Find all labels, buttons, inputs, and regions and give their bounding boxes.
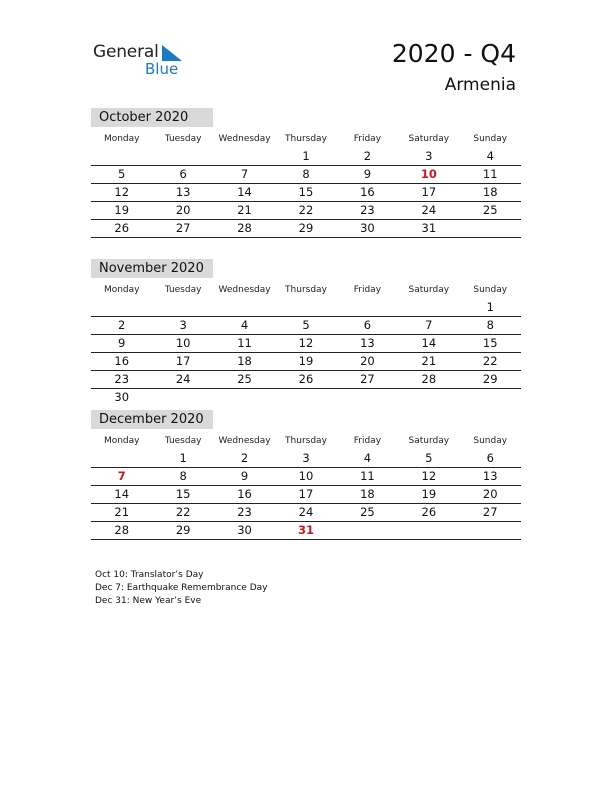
- day-cell: 30: [114, 390, 130, 404]
- day-cell: [460, 220, 521, 237]
- weekday-label: Tuesday: [164, 285, 202, 295]
- day-cell: [275, 299, 336, 316]
- holiday-notes: [95, 569, 267, 608]
- day-cell: 12: [114, 185, 130, 199]
- day-cell: 27: [175, 221, 191, 235]
- day-cell: 5: [118, 167, 126, 181]
- week-row: [91, 352, 521, 370]
- page-title: 2020 - Q4: [391, 39, 516, 68]
- day-cell: 29: [298, 221, 314, 235]
- day-cell: 3: [425, 149, 433, 163]
- day-cell: 16: [114, 354, 130, 368]
- day-cell: 17: [421, 185, 437, 199]
- holiday-note: Oct 10: Translator’s Day: [95, 570, 204, 580]
- day-cell: 20: [175, 203, 191, 217]
- week-row: [91, 299, 521, 316]
- day-cell: 11: [237, 336, 252, 350]
- weekday-label: Thursday: [285, 436, 327, 446]
- week-row: [91, 370, 521, 388]
- day-cell: 8: [486, 318, 494, 332]
- day-cell: 16: [360, 185, 375, 199]
- week-row: [91, 219, 521, 238]
- day-cell: 18: [360, 487, 375, 501]
- day-cell: 8: [302, 167, 310, 181]
- month-calendar: [91, 108, 521, 238]
- day-cell: [214, 389, 275, 406]
- day-cell: 13: [360, 336, 375, 350]
- day-cell: 26: [298, 372, 314, 386]
- day-cell: 19: [298, 354, 314, 368]
- week-row: [91, 316, 521, 334]
- day-cell: 26: [421, 505, 437, 519]
- month-label: November 2020: [91, 259, 213, 278]
- month-calendar: [91, 410, 521, 540]
- day-cell: 24: [421, 203, 437, 217]
- day-cell: 7: [240, 167, 249, 181]
- logo-text-general: General: [93, 42, 159, 62]
- day-cell: 2: [118, 318, 126, 332]
- country-name: Armenia: [444, 75, 516, 95]
- week-row: [91, 388, 521, 406]
- week-row: [91, 521, 521, 540]
- weekday-label: Friday: [353, 285, 382, 295]
- day-cell: 19: [421, 487, 437, 501]
- day-cell: 12: [421, 469, 437, 483]
- day-cell: 10: [420, 167, 437, 181]
- day-cell: 9: [363, 167, 372, 181]
- day-cell: 20: [360, 354, 375, 368]
- week-row: [91, 165, 521, 183]
- logo-text-blue: Blue: [145, 60, 179, 78]
- day-cell: 3: [302, 451, 310, 465]
- day-cell: 31: [297, 523, 314, 537]
- holiday-note: Dec 31: New Year’s Eve: [95, 596, 202, 606]
- day-cell: [214, 148, 275, 165]
- weekday-label: Wednesday: [218, 134, 271, 144]
- day-cell: 25: [482, 203, 498, 217]
- weekday-label: Wednesday: [218, 285, 271, 295]
- day-cell: 14: [237, 185, 252, 199]
- day-cell: [337, 522, 398, 539]
- day-cell: 21: [114, 505, 130, 519]
- weekday-label: Monday: [103, 134, 140, 144]
- day-cell: [398, 299, 459, 316]
- day-cell: 15: [298, 185, 314, 199]
- day-cell: [337, 299, 398, 316]
- week-row: [91, 467, 521, 485]
- day-cell: 23: [237, 505, 252, 519]
- day-cell: 6: [179, 167, 187, 181]
- day-cell: 25: [237, 372, 252, 386]
- day-cell: 3: [179, 318, 187, 332]
- day-cell: 14: [114, 487, 130, 501]
- weekday-label: Saturday: [408, 134, 450, 144]
- day-cell: 7: [425, 318, 433, 332]
- holiday-note: Dec 7: Earthquake Remembrance Day: [95, 583, 268, 593]
- day-cell: 23: [114, 372, 130, 386]
- weekday-label: Thursday: [285, 285, 327, 295]
- day-cell: 17: [175, 354, 191, 368]
- day-cell: 24: [298, 505, 314, 519]
- day-cell: [398, 522, 459, 539]
- day-cell: 9: [240, 469, 249, 483]
- weekday-label: Friday: [353, 134, 382, 144]
- logo-triangle-icon: [162, 45, 182, 61]
- day-cell: 25: [360, 505, 375, 519]
- week-row: [91, 450, 521, 467]
- day-cell: [460, 522, 521, 539]
- weekday-label: Tuesday: [164, 436, 202, 446]
- day-cell: 14: [421, 336, 437, 350]
- week-row: [91, 334, 521, 352]
- day-cell: 31: [421, 221, 437, 235]
- weekday-label: Tuesday: [164, 134, 202, 144]
- day-cell: [91, 299, 152, 316]
- day-cell: 5: [425, 451, 433, 465]
- day-cell: [398, 389, 459, 406]
- week-row: [91, 201, 521, 219]
- day-cell: 21: [237, 203, 252, 217]
- month-label: October 2020: [91, 108, 213, 127]
- day-cell: [152, 148, 213, 165]
- day-cell: 15: [175, 487, 191, 501]
- weekday-label: Thursday: [285, 134, 327, 144]
- week-row: [91, 183, 521, 201]
- day-cell: 4: [486, 149, 494, 163]
- day-cell: [214, 299, 275, 316]
- weekday-label: Sunday: [473, 436, 508, 446]
- day-cell: [460, 389, 521, 406]
- day-cell: 27: [482, 505, 498, 519]
- day-cell: 15: [482, 336, 498, 350]
- day-cell: [337, 389, 398, 406]
- day-cell: 11: [482, 167, 498, 181]
- day-cell: 22: [482, 354, 498, 368]
- day-cell: 4: [240, 318, 249, 332]
- day-cell: 21: [421, 354, 437, 368]
- day-cell: 18: [237, 354, 252, 368]
- day-cell: 30: [360, 221, 375, 235]
- month-calendar: [91, 259, 521, 406]
- day-cell: 6: [363, 318, 372, 332]
- day-cell: 8: [179, 469, 187, 483]
- day-cell: 10: [175, 336, 191, 350]
- day-cell: 20: [482, 487, 498, 501]
- weekday-label: Wednesday: [218, 436, 271, 446]
- day-cell: 26: [114, 221, 130, 235]
- day-cell: 2: [363, 149, 372, 163]
- day-cell: 13: [482, 469, 498, 483]
- day-cell: 22: [175, 505, 191, 519]
- day-cell: 13: [175, 185, 191, 199]
- day-cell: 10: [298, 469, 314, 483]
- weekday-label: Monday: [103, 285, 140, 295]
- day-cell: 4: [363, 451, 372, 465]
- day-cell: 28: [421, 372, 437, 386]
- day-cell: 22: [298, 203, 314, 217]
- weekday-label: Sunday: [473, 285, 508, 295]
- weekday-label: Sunday: [473, 134, 508, 144]
- weekday-label: Saturday: [408, 285, 450, 295]
- day-cell: 1: [179, 451, 187, 465]
- weekday-label: Monday: [103, 436, 140, 446]
- weekday-label: Saturday: [408, 436, 450, 446]
- day-cell: 29: [482, 372, 498, 386]
- weekday-header-row: [91, 130, 521, 148]
- day-cell: 30: [237, 523, 252, 537]
- day-cell: [152, 299, 213, 316]
- day-cell: 23: [360, 203, 375, 217]
- day-cell: 7: [117, 469, 126, 483]
- day-cell: [91, 450, 152, 467]
- weekday-label: Friday: [353, 436, 382, 446]
- day-cell: [91, 148, 152, 165]
- month-label: December 2020: [91, 410, 213, 429]
- day-cell: 19: [114, 203, 130, 217]
- day-cell: 11: [360, 469, 375, 483]
- day-cell: 17: [298, 487, 314, 501]
- weekday-header-row: [91, 281, 521, 299]
- day-cell: 2: [240, 451, 249, 465]
- logo: [93, 42, 193, 82]
- week-row: [91, 503, 521, 521]
- week-row: [91, 148, 521, 165]
- day-cell: 6: [486, 451, 494, 465]
- day-cell: 29: [175, 523, 191, 537]
- day-cell: 1: [302, 149, 310, 163]
- day-cell: 12: [298, 336, 314, 350]
- day-cell: 16: [237, 487, 252, 501]
- day-cell: 18: [482, 185, 498, 199]
- day-cell: [275, 389, 336, 406]
- day-cell: [152, 389, 213, 406]
- week-row: [91, 485, 521, 503]
- weekday-header-row: [91, 432, 521, 450]
- day-cell: 9: [118, 336, 126, 350]
- day-cell: 28: [237, 221, 252, 235]
- day-cell: 27: [360, 372, 375, 386]
- day-cell: 5: [302, 318, 310, 332]
- day-cell: 1: [486, 300, 494, 314]
- day-cell: 28: [114, 523, 130, 537]
- day-cell: 24: [175, 372, 191, 386]
